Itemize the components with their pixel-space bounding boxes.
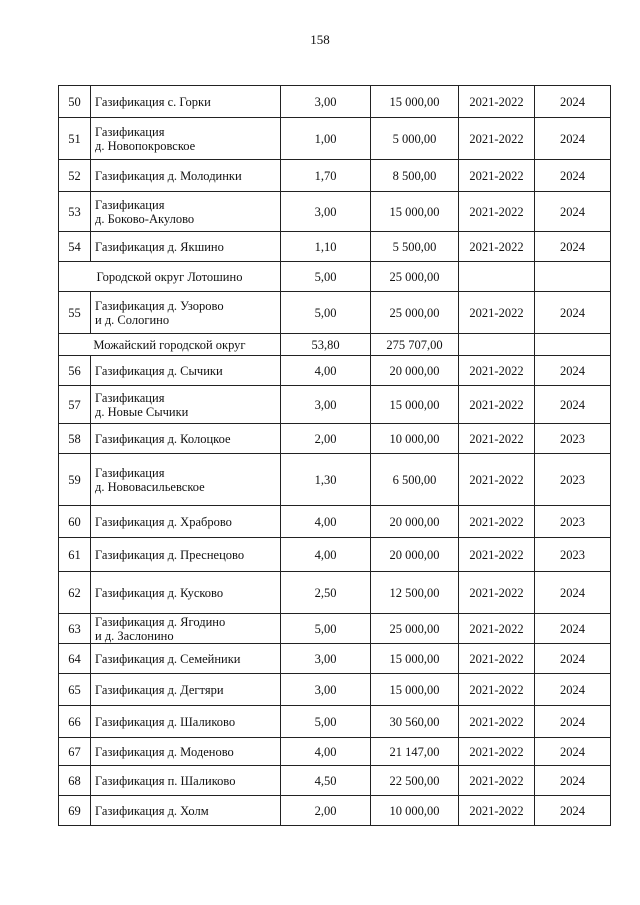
cost-cell: 15 000,00	[371, 86, 459, 118]
object-name-line: Газификация д. Сычики	[95, 363, 223, 378]
table-row	[59, 356, 611, 386]
object-name-line: д. Новопокровское	[95, 138, 196, 153]
object-name	[91, 674, 281, 706]
object-name-line: Газификация д. Ягодино	[95, 614, 226, 629]
object-name-line: Газификация с. Горки	[95, 94, 211, 109]
object-name	[91, 572, 281, 614]
table-row	[59, 118, 611, 160]
period-cell: 2021-2022	[459, 572, 535, 614]
length-cell: 5,00	[281, 292, 371, 334]
year-cell: 2023	[535, 538, 611, 572]
table-row	[59, 644, 611, 674]
year-cell: 2024	[535, 160, 611, 192]
object-name-line: Газификация д. Шаликово	[95, 714, 236, 729]
table-row	[59, 160, 611, 192]
year-cell: 2024	[535, 766, 611, 796]
object-name-line: Газификация д. Колоцкое	[95, 431, 231, 446]
cost-cell: 15 000,00	[371, 192, 459, 232]
table-row	[59, 538, 611, 572]
object-name-line: и д. Заслонино	[95, 628, 174, 643]
length-cell: 5,00	[281, 262, 371, 292]
length-cell: 4,00	[281, 506, 371, 538]
period-cell: 2021-2022	[459, 538, 535, 572]
period-cell	[459, 262, 535, 292]
year-cell: 2024	[535, 86, 611, 118]
row-number: 57	[59, 386, 91, 424]
district-name: Можайский городской округ	[59, 334, 281, 356]
row-number: 53	[59, 192, 91, 232]
table-row	[59, 232, 611, 262]
cost-cell: 12 500,00	[371, 572, 459, 614]
object-name-line: Газификация д. Преснецово	[95, 547, 245, 562]
object-name-line: Газификация д. Якшино	[95, 239, 224, 254]
object-name-line: Газификация д. Храброво	[95, 514, 232, 529]
object-name	[91, 644, 281, 674]
cost-cell: 15 000,00	[371, 386, 459, 424]
object-name	[91, 192, 281, 232]
table-row	[59, 674, 611, 706]
table-row	[59, 614, 611, 644]
length-cell: 4,00	[281, 738, 371, 766]
row-number: 61	[59, 538, 91, 572]
object-name	[91, 538, 281, 572]
length-cell: 1,10	[281, 232, 371, 262]
cost-cell: 20 000,00	[371, 356, 459, 386]
period-cell: 2021-2022	[459, 454, 535, 506]
row-number: 58	[59, 424, 91, 454]
object-name-line: д. Новые Сычики	[95, 404, 189, 419]
year-cell: 2024	[535, 738, 611, 766]
cost-cell: 25 000,00	[371, 614, 459, 644]
period-cell: 2021-2022	[459, 292, 535, 334]
row-number: 67	[59, 738, 91, 766]
year-cell: 2023	[535, 424, 611, 454]
period-cell: 2021-2022	[459, 644, 535, 674]
row-number: 64	[59, 644, 91, 674]
period-cell: 2021-2022	[459, 614, 535, 644]
gasification-table	[58, 85, 611, 826]
table-row	[59, 292, 611, 334]
period-cell: 2021-2022	[459, 232, 535, 262]
object-name	[91, 356, 281, 386]
cost-cell: 15 000,00	[371, 674, 459, 706]
cost-cell: 20 000,00	[371, 538, 459, 572]
row-number: 52	[59, 160, 91, 192]
district-name: Городской округ Лотошино	[59, 262, 281, 292]
year-cell: 2024	[535, 572, 611, 614]
table-row	[59, 706, 611, 738]
object-name-line: Газификация	[95, 390, 165, 405]
period-cell: 2021-2022	[459, 86, 535, 118]
object-name-line: Газификация д. Моденово	[95, 744, 234, 759]
year-cell: 2023	[535, 454, 611, 506]
length-cell: 1,00	[281, 118, 371, 160]
length-cell: 3,00	[281, 386, 371, 424]
cost-cell: 5 500,00	[371, 232, 459, 262]
year-cell: 2024	[535, 644, 611, 674]
object-name	[91, 454, 281, 506]
year-cell: 2024	[535, 796, 611, 826]
object-name-line: Газификация п. Шаликово	[95, 773, 236, 788]
object-name	[91, 118, 281, 160]
length-cell: 5,00	[281, 614, 371, 644]
row-number: 69	[59, 796, 91, 826]
year-cell: 2024	[535, 118, 611, 160]
period-cell: 2021-2022	[459, 506, 535, 538]
year-cell: 2024	[535, 292, 611, 334]
cost-cell: 5 000,00	[371, 118, 459, 160]
row-number: 68	[59, 766, 91, 796]
row-number: 65	[59, 674, 91, 706]
object-name	[91, 706, 281, 738]
cost-cell: 22 500,00	[371, 766, 459, 796]
length-cell: 1,30	[281, 454, 371, 506]
cost-cell: 6 500,00	[371, 454, 459, 506]
object-name	[91, 160, 281, 192]
object-name	[91, 738, 281, 766]
year-cell: 2023	[535, 506, 611, 538]
period-cell: 2021-2022	[459, 424, 535, 454]
table-row	[59, 454, 611, 506]
object-name-line: Газификация д. Холм	[95, 803, 209, 818]
length-cell: 3,00	[281, 86, 371, 118]
object-name-line: Газификация	[95, 465, 165, 480]
row-number: 59	[59, 454, 91, 506]
row-number: 50	[59, 86, 91, 118]
row-number: 66	[59, 706, 91, 738]
period-cell: 2021-2022	[459, 160, 535, 192]
period-cell: 2021-2022	[459, 738, 535, 766]
length-cell: 1,70	[281, 160, 371, 192]
cost-cell: 25 000,00	[371, 292, 459, 334]
table-body	[59, 86, 611, 826]
year-cell: 2024	[535, 356, 611, 386]
length-cell: 3,00	[281, 644, 371, 674]
cost-cell: 8 500,00	[371, 160, 459, 192]
object-name-line: Газификация д. Молодинки	[95, 168, 242, 183]
length-cell: 2,50	[281, 572, 371, 614]
object-name	[91, 614, 281, 644]
length-cell: 4,00	[281, 356, 371, 386]
object-name	[91, 232, 281, 262]
year-cell	[535, 262, 611, 292]
object-name	[91, 292, 281, 334]
period-cell: 2021-2022	[459, 674, 535, 706]
cost-cell: 25 000,00	[371, 262, 459, 292]
cost-cell: 20 000,00	[371, 506, 459, 538]
page-number: 158	[310, 32, 330, 47]
object-name-line: д. Боково-Акулово	[95, 211, 195, 226]
object-name-line: д. Нововасильевское	[95, 479, 205, 494]
object-name-line: Газификация д. Семейники	[95, 651, 241, 666]
object-name	[91, 506, 281, 538]
table-row	[59, 86, 611, 118]
table-row	[59, 766, 611, 796]
year-cell: 2024	[535, 674, 611, 706]
object-name	[91, 386, 281, 424]
table-row	[59, 572, 611, 614]
cost-cell: 15 000,00	[371, 644, 459, 674]
row-number: 54	[59, 232, 91, 262]
table-row	[59, 738, 611, 766]
object-name	[91, 424, 281, 454]
object-name-line: Газификация д. Узорово	[95, 298, 224, 313]
length-cell: 2,00	[281, 796, 371, 826]
table-row	[59, 192, 611, 232]
period-cell	[459, 334, 535, 356]
object-name	[91, 796, 281, 826]
length-cell: 53,80	[281, 334, 371, 356]
year-cell: 2024	[535, 232, 611, 262]
period-cell: 2021-2022	[459, 766, 535, 796]
cost-cell: 21 147,00	[371, 738, 459, 766]
period-cell: 2021-2022	[459, 706, 535, 738]
district-row	[59, 262, 611, 292]
object-name-line: Газификация	[95, 197, 165, 212]
cost-cell: 10 000,00	[371, 424, 459, 454]
object-name	[91, 766, 281, 796]
cost-cell: 30 560,00	[371, 706, 459, 738]
object-name-line: Газификация д. Дегтяри	[95, 682, 224, 697]
table-row	[59, 506, 611, 538]
length-cell: 3,00	[281, 192, 371, 232]
length-cell: 3,00	[281, 674, 371, 706]
cost-cell: 10 000,00	[371, 796, 459, 826]
object-name-line: Газификация д. Кусково	[95, 585, 224, 600]
year-cell: 2024	[535, 192, 611, 232]
period-cell: 2021-2022	[459, 386, 535, 424]
table-row	[59, 386, 611, 424]
row-number: 62	[59, 572, 91, 614]
period-cell: 2021-2022	[459, 118, 535, 160]
row-number: 55	[59, 292, 91, 334]
row-number: 60	[59, 506, 91, 538]
year-cell: 2024	[535, 386, 611, 424]
table-row	[59, 424, 611, 454]
row-number: 51	[59, 118, 91, 160]
length-cell: 4,50	[281, 766, 371, 796]
length-cell: 2,00	[281, 424, 371, 454]
row-number: 63	[59, 614, 91, 644]
year-cell: 2024	[535, 706, 611, 738]
year-cell: 2024	[535, 614, 611, 644]
length-cell: 4,00	[281, 538, 371, 572]
row-number: 56	[59, 356, 91, 386]
object-name	[91, 86, 281, 118]
table-row	[59, 796, 611, 826]
object-name-line: Газификация	[95, 124, 165, 139]
district-row	[59, 334, 611, 356]
length-cell: 5,00	[281, 706, 371, 738]
year-cell	[535, 334, 611, 356]
period-cell: 2021-2022	[459, 796, 535, 826]
period-cell: 2021-2022	[459, 356, 535, 386]
cost-cell: 275 707,00	[371, 334, 459, 356]
period-cell: 2021-2022	[459, 192, 535, 232]
object-name-line: и д. Сологино	[95, 312, 170, 327]
